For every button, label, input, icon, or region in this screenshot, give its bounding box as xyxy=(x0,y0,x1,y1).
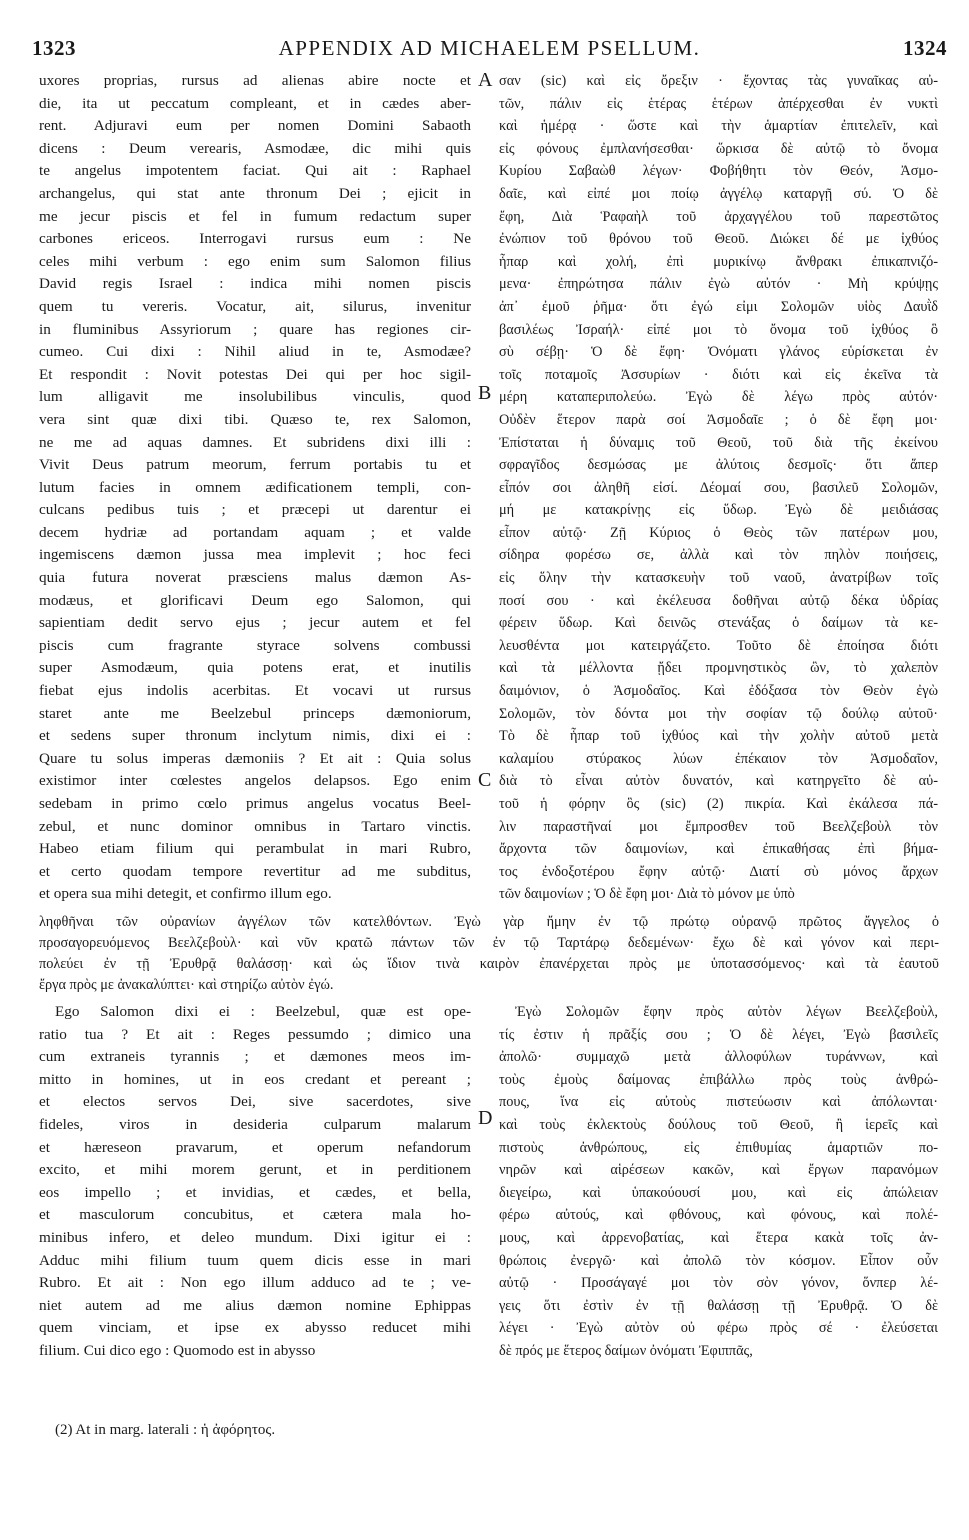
text-line: culcans pedibus tuis ; et præcepi ut darentur ei xyxy=(39,501,471,519)
text-line: uxores proprias, rursus ad alienas abire nocte et xyxy=(39,72,471,89)
text-line: ἀπ᾿ ἐμοῦ ῥῆμα· ὅτι ἐγώ εἰμι Σολομῶν υἱὸς Δαυῒδ xyxy=(499,298,938,315)
margin-marker-d: D xyxy=(478,1107,493,1129)
text-line: τοὺς ἐμοὺς δαίμονας ἐπιβάλλω πρὸς τοὺς ἀνθρώ- xyxy=(499,1071,938,1088)
text-line: ἔφη, Διὰ Ῥαφαὴλ τοῦ ἀρχαγγέλου τοῦ παρεστῶτος xyxy=(499,208,938,225)
text-line: Habeo etiam filium qui perambulat in mari Rubro, xyxy=(39,840,471,858)
greek-column-section-2 xyxy=(499,1001,938,1363)
margin-marker-c: C xyxy=(478,769,492,791)
text-line: θρώποις ἐνεργῶ· καὶ ἀπολῶ τὸν κόσμον. Εἶπον οὖν xyxy=(499,1252,938,1269)
text-line: die, ita ut peccatum compleant, et in cædes aber- xyxy=(39,94,471,112)
running-title: APPENDIX AD MICHAELEM PSELLUM. xyxy=(278,36,701,60)
text-line: μενα· ἐπηρώτησα πάλιν ἐγὼ αὐτόν · Μὴ κρύψῃς xyxy=(499,276,938,293)
text-line: ingemiscens dæmon jussa mea implevit ; hoc feci xyxy=(39,546,471,564)
text-line: ἐνώπιον τοῦ θρόνου τοῦ Θεοῦ. Διώκει δέ με ἰχθύος xyxy=(499,231,938,248)
text-line: καλαμίου στύρακος λύων ἐπέκαιον τὸν Ἀσμοδαῖον, xyxy=(499,750,938,767)
text-line: τῶν δαιμονίων ; Ὁ δὲ ἔφη μοι· Διὰ τὸ μόνον με ὑπὸ xyxy=(499,886,795,903)
text-line: cumeo. Cui dixi : Nihil aliud in te, Asmodæe? xyxy=(39,343,471,361)
text-line: te angelus impotentem faciat. Qui ait : Raphael xyxy=(39,162,471,180)
text-line: σφραγῖδος δεσμώσας με ἀλύτοις δεσμοῖς· ὅτι ἅπερ xyxy=(499,457,938,474)
text-line: fideles, viros in desideria culparum malarum xyxy=(39,1115,471,1133)
greek-column-section-1 xyxy=(499,70,938,906)
text-line: Ego Salomon dixi ei : Beelzebul, quæ est ope- xyxy=(55,1003,471,1020)
text-line: ἔργα πρὸς με ἀνακαλύπτει· καὶ στηρίζω αὐτὸν ἐγώ. xyxy=(39,977,334,993)
text-line: φέρειν ὕδωρ. Καὶ δεινῶς στενάξας ὁ δαίμων τὰ κε- xyxy=(499,615,938,632)
text-line: quem tu vereris. Vocatur, ait, silurus, invenitur xyxy=(39,297,471,315)
text-line: decem hydriæ ad portandam aquam ; et valde xyxy=(39,523,471,541)
text-line: φέρω αὐτούς, καὶ φθόνους, καὶ φόνους, καὶ πολέ- xyxy=(499,1207,938,1224)
text-line: Vivit Deus patrum meorum, ferrum portabis tu et xyxy=(39,456,471,474)
text-line: αὐτῷ · Προσάγαγέ μοι τὸν σὸν γόνον, ὅνπερ λέ- xyxy=(499,1275,938,1292)
margin-marker-a: A xyxy=(478,69,493,91)
text-line: piscis cum fragrante styrace solvens combussi xyxy=(39,636,471,654)
text-line: David regis Israel : indica mihi nomen piscis xyxy=(39,275,471,293)
text-line: δαιμόνιον, ὁ Ἀσμοδαῖος. Καὶ ἐδόξασα τὸν Θεὸν ἐγὼ xyxy=(499,683,938,700)
text-line: filium. Cui dico ego : Quomodo est in abysso xyxy=(39,1341,316,1359)
text-line: λέγει · Ἐγὼ αὐτὸν οὐ φέρω πρὸς σέ · ἐλεύσεται xyxy=(499,1320,938,1337)
latin-column-section-2 xyxy=(39,1001,471,1363)
text-line: et sedens super thronum inclytum nimis, dixi ei : xyxy=(39,727,471,745)
text-line: διεγείρω, καὶ ὑπακούουσί μου, καὶ εἰς ἀπώλειαν xyxy=(499,1184,938,1201)
text-line: excito, et mihi morem gerunt, et in perditionem xyxy=(39,1161,471,1179)
text-line: πολεύει ἐν τῇ Ἐρυθρᾷ θαλάσσῃ· καὶ ὡς ἴδιον τινὰ καιρὸν ἐπανέρχεται πρὸς με ὑποτασσόμενος· καὶ τὰ ἑαυτοῦ xyxy=(39,956,939,972)
text-line: ne me ad aquas damnes. Et subridens dixi illi : xyxy=(39,433,471,451)
text-line: προσαγορευόμενος Βεελζεβοὺλ· καὶ νῦν κρατῶ πάντων τῶν ἐν τῷ Ταρτάρῳ δεδεμένων· ἔχω δὲ καὶ γόνον καὶ περι- xyxy=(39,935,939,951)
left-column-number: 1323 xyxy=(32,36,76,60)
text-line: fiebat ejus indolis acerbitas. Et vocavi ut rursus xyxy=(39,682,471,700)
text-line: σίδηρα φορέσω σε, ἀλλὰ καὶ τὸν πηλὸν ποιήσεις, xyxy=(499,547,938,564)
text-line: Adduc mihi filium tuum quem dicis esse in mari xyxy=(39,1251,471,1269)
text-line: et masculorum concubitus, et cætera mala ho- xyxy=(39,1206,471,1224)
text-line: quem vinciam, et ipse ex abysso reducet mihi xyxy=(39,1319,471,1337)
text-line: τος ἐνδοξοτέρου ἔφην αὐτῷ· Διατί σὺ μόνος ἄρχων xyxy=(499,863,938,880)
text-line: existimor inter cœlestes angelos delapsos. Ego enim xyxy=(39,772,471,790)
text-line: archangelus, qui stat ante thronum Dei ; ejicit in xyxy=(39,184,471,202)
text-line: zebul, et nunc dominor omnibus in Tartaro vinctis. xyxy=(39,817,471,835)
text-line: mitto in homines, ut in eos credant et pereant ; xyxy=(39,1070,471,1088)
text-line: in fluminibus Assyriorum ; quare has regiones cir- xyxy=(39,320,471,338)
text-line: vera sint quæ dixi tibi. Quæso te, rex Salomon, xyxy=(39,410,471,428)
text-line: μέρη καταπεριπολεύω. Ἐγὼ δὲ λέγω πρὸς αὐτόν· xyxy=(499,389,938,406)
text-line: rent. Adjuravi eum per nomen Domini Sabaoth xyxy=(39,117,471,135)
text-line: Τὸ δὲ ἧπαρ τοῦ ἰχθύος καὶ τὴν χολὴν αὐτοῦ μετὰ xyxy=(499,728,938,745)
text-line: quia futura noverat præsciens malus dæmon As- xyxy=(39,569,471,587)
text-line: καὶ ἡμέρᾳ · ὥστε καὶ τὴν ἁμαρτίαν ἐπιτελεῖν, καὶ xyxy=(499,118,938,135)
text-line: carbones ericeos. Interrogavi rursus eum : Ne xyxy=(39,230,471,248)
text-line: Οὐδὲν ἕτερον παρὰ σοί Ἀσμοδαῖε ; ὁ δὲ ἔφη μοι· xyxy=(499,411,938,428)
text-line: νηρῶν καὶ αἱρέσεων κακῶν, καὶ ἔργων παρανόμων xyxy=(499,1162,938,1179)
text-line: ληφθῆναι τῶν οὐρανίων ἀγγέλων τῶν κατελθόντων. Ἐγὼ γὰρ ἤμην ἐν τῷ πρώτῳ οὐρανῷ πρῶτος ἄγγελος ὁ xyxy=(39,914,939,930)
text-line: et certo quodam tempore revertitur ad me subditus, xyxy=(39,862,471,880)
text-line: dicens : Deum verearis, Asmodæe, dic mihi quis xyxy=(39,139,471,157)
text-line: σὺ σέβῃ· Ὁ δὲ ἔφη· Ὀνόματι γλάνος εὑρίσκεται ἐν xyxy=(499,344,938,361)
text-line: ἄρχοντα τῶν δαιμονίων, καὶ ἐπικαθήσας ἐπὶ βήμα- xyxy=(499,841,938,858)
text-line: πιστοὺς ἀνθρώπους, εἰς ἐπιθυμίας ἁμαρτιῶν πο- xyxy=(499,1139,938,1156)
footnote: (2) At in marg. laterali : ἡ ἀφόρητος. xyxy=(55,1422,276,1438)
margin-marker-b: B xyxy=(478,382,492,404)
text-line: τοῦ ἡ φόρην ὃς (sic) (2) πικρία. Καὶ ἐκάλεσα πά- xyxy=(499,796,938,812)
text-line: διὰ τὸ εἶναι αὐτὸν δυνατόν, καὶ κατηργεῖτο δὲ αὐ- xyxy=(499,773,938,790)
text-line: sedebam in primo cœlo primus angelus vocatus Beel- xyxy=(39,795,471,812)
text-line: δὲ πρός με ἕτερος δαίμων ὀνόματι Ἐφιππᾶς, xyxy=(499,1342,753,1359)
text-line: Ἐγὼ Σολομῶν ἔφην πρὸς αὐτὸν λέγων Βεελζεβοὺλ, xyxy=(515,1004,938,1020)
text-line: eos impello ; et invidias, et cædes, et bella, xyxy=(39,1183,471,1201)
text-line: niet autem ad me alius dæmon nomine Ephippas xyxy=(39,1296,471,1314)
text-line: τοῖς ποταμοῖς Ἀσσυρίων · διότι καὶ εἰς ἐκεῖνα τὰ xyxy=(499,366,938,383)
text-line: et opera sua mihi detegit, et confirmo illum ego. xyxy=(39,885,332,903)
text-line: Σολομῶν, τὸν δόντα μοι τὴν σοφίαν τῷ δούλῳ αὐτοῦ· xyxy=(499,705,938,722)
text-line: ratio tua ? Et ait : Reges pessumdo ; dimico una xyxy=(39,1025,471,1043)
text-line: me jecur piscis et fel in fumum redactum super xyxy=(39,207,471,225)
text-line: Κυρίου Σαβαὼθ λέγων· Φοβήθητι τὸν Θεόν, Ἀσμο- xyxy=(499,163,938,180)
text-line: et electos servos Dei, sive sacerdotes, sive xyxy=(39,1093,471,1111)
text-line: γεις ὅτι ἐστὶν ἐν τῇ θαλάσσῃ τῇ Ἐρυθρᾷ. Ὁ δὲ xyxy=(499,1297,938,1314)
text-line: Ἐπίσταται ἡ δύναμις τοῦ Θεοῦ, τοῦ διὰ τῆς ἐκείνου xyxy=(499,434,938,451)
text-line: et hæreseon pravarum, et operum nefandorum xyxy=(39,1138,471,1156)
greek-full-width-continuation xyxy=(39,912,939,996)
text-line: εἶπόν σοι ἀληθῆ εἰσί. Δέομαί σου, βασιλεῦ Σολομῶν, xyxy=(499,479,938,496)
text-line: σαν (sic) καὶ εἰς ὄρεξιν · ἔχοντας τὰς γυναῖκας αὐ- xyxy=(499,73,938,89)
text-line: εἰς ὅλην τὴν κατασκευὴν τοῦ ναοῦ, ἀνατρίβων τοῖς xyxy=(499,570,938,587)
text-line: sapientiam dedit servo ejus ; jecur autem et fel xyxy=(39,614,471,632)
text-line: celes mihi verbum : ego enim sum Salomon filius xyxy=(39,252,471,270)
text-line: μους, καὶ ἀρρενοβατίας, καὶ ἕτερα κακὰ τοῖς ἀν- xyxy=(499,1229,938,1246)
page-header xyxy=(32,36,947,64)
text-line: minibus infero, et deleo mundum. Dixi igitur ei : xyxy=(39,1228,471,1246)
text-line: λευσθέντα μοι κατειργάζετο. Τοῦτο δὲ ἐποίησα διότι xyxy=(499,637,938,654)
text-line: modæus, et glorificavi Deum ego Salomon, qui xyxy=(39,591,471,609)
text-line: καὶ τοὺς ἐκλεκτοὺς δούλους τοῦ Θεοῦ, ἢ ἱερεῖς καὶ xyxy=(499,1116,938,1133)
text-line: εἶπον αὐτῷ· Ζῇ Κύριος ὁ Θεὸς τῶν πατέρων μου, xyxy=(499,524,938,541)
latin-column-section-1 xyxy=(39,70,471,906)
text-line: ἧπαρ καὶ χολή, ἐπὶ μυρικίνῳ ἄνθρακι ἐπικαπνιζό- xyxy=(499,253,938,270)
text-line: cum extraneis tyrannis ; et dæmones meos im- xyxy=(39,1048,471,1066)
text-line: εἰς φόνους ἐμπλανήσεσθαι· ὥρκισα δὲ αὐτῷ τὸ ὄνομα xyxy=(499,140,938,157)
text-line: λιν παραστῆναί μοι ἔμπροσθεν τοῦ Βεελζεβοὺλ τὸν xyxy=(499,818,938,835)
text-line: μή με κατακρίνῃς εἰς ὕδωρ. Ἐγὼ δὲ μειδιάσας xyxy=(499,502,938,519)
text-line: δαῖε, καὶ εἰπέ μοι ποίῳ ἀγγέλῳ καταργῇ σύ. Ὁ δὲ xyxy=(499,185,938,202)
text-line: τῶν, πάλιν εἰς ἑτέρας ἑτέρων ἀπέρχεσθαι ἐν νυκτὶ xyxy=(499,95,938,112)
text-line: βασιλέως Ἰσραήλ· εἰπέ μοι τὸ ὄνομα τοῦ ἰχθύος ὃ xyxy=(499,321,938,338)
text-line: lutum facies in omnem ædificationem templi, con- xyxy=(39,478,471,496)
text-line: Et respondit : Novit potestas Dei qui per hoc sigil- xyxy=(39,365,471,383)
text-line: ἀπολῶ· συμμαχῶ μετὰ ἀλλοφύλων τυράννων, καὶ xyxy=(499,1049,938,1066)
text-line: ποσί σου · καὶ ἐκέλευσα δοθῆναι αὐτῷ δέκα ὑδρίας xyxy=(499,592,938,609)
text-line: καὶ τὰ μέλλοντα ᾔδει προμνηστικὸς ὢν, τὸ χαλεπὸν xyxy=(499,660,938,677)
text-line: πους, ἵνα εἰς αὐτοὺς πιστεύωσιν καὶ ἀπόλωνται· xyxy=(499,1094,938,1111)
text-line: Rubro. Et ait : Non ego illum adduco ad te ; ve- xyxy=(39,1274,471,1292)
text-line: lum alligavit me insolubilibus vinculis, quod xyxy=(39,388,471,406)
right-column-number: 1324 xyxy=(903,36,947,60)
text-line: τίς ἐστιν ἡ πρᾶξίς σου ; Ὁ δὲ λέγει, Ἐγὼ βασιλεῖς xyxy=(499,1026,938,1043)
text-line: Quare tu solus imperas dæmoniis ? Et ait : Quia solus xyxy=(39,749,471,767)
text-line: super Asmodæum, quia potens erat, et inutilis xyxy=(39,659,471,677)
text-line: staret ante me Beelzebul princeps dæmoniorum, xyxy=(39,704,471,722)
